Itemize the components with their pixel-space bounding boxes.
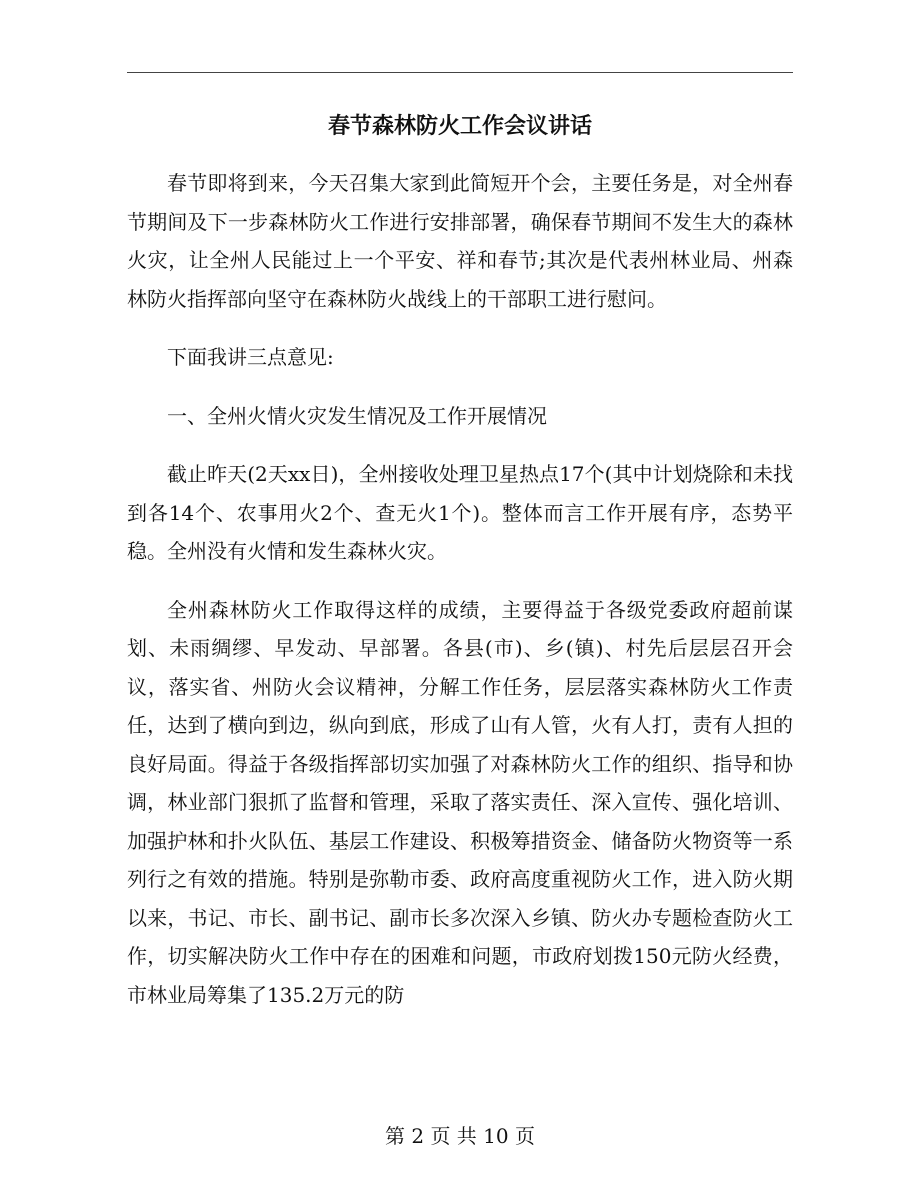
section-heading-1: 一、全州火情火灾发生情况及工作开展情况 [167, 403, 547, 428]
page-number: 第 2 页 共 10 页 [385, 1124, 535, 1148]
paragraph-intro: 春节即将到来，今天召集大家到此简短开个会，主要任务是，对全州春节期间及下一步森林防火工作进行安排部署，确保春节期间不发生大的森林火灾，让全州人民能过上一个平安、祥和春节;其次是代表州林业局、州森林防火指挥部向坚守在森林防火战线上的干部职工进行慰问。 [127, 171, 793, 311]
document-title: 春节森林防火工作会议讲话 [327, 113, 592, 139]
header-rule [127, 72, 793, 73]
paragraph-fire-stats: 截止昨天(2天xx日)，全州接收处理卫星热点17个(其中计划烧除和未找到各14个、农事用火2个、查无火1个)。整体而言工作开展有序，态势平稳。全州没有火情和发生森林火灾。 [127, 462, 793, 563]
paragraph-outline: 下面我讲三点意见: [167, 345, 334, 369]
document-body [127, 164, 793, 1034]
paragraph-achievements: 全州森林防火工作取得这样的成绩，主要得益于各级党委政府超前谋划、未雨绸缪、早发动、早部署。各县(市)、乡(镇)、村先后层层召开会议，落实省、州防火会议精神，分解工作任务，层层落实森林防火工作责任，达到了横向到边，纵向到底，形成了山有人管，火有人打，责有人担的良好局面。得益于各级指挥部切实加强了对森林防火工作的组织、指导和协调，林业部门狠抓了监督和管理，采取了落实责任、深入宣传、强化培训、加强护林和扑火队伍、基层工作建设、积极筹措资金、储备防火物资等一系列行之有效的措施。特别是弥勒市委、政府高度重视防火工作，进入防火期以来，书记、市长、副书记、副市长多次深入乡镇、防火办专题检查防火工作，切实解决防火工作中存在的困难和问题，市政府划拨150元防火经费，市林业局筹集了135.2万元的防 [127, 597, 793, 1007]
